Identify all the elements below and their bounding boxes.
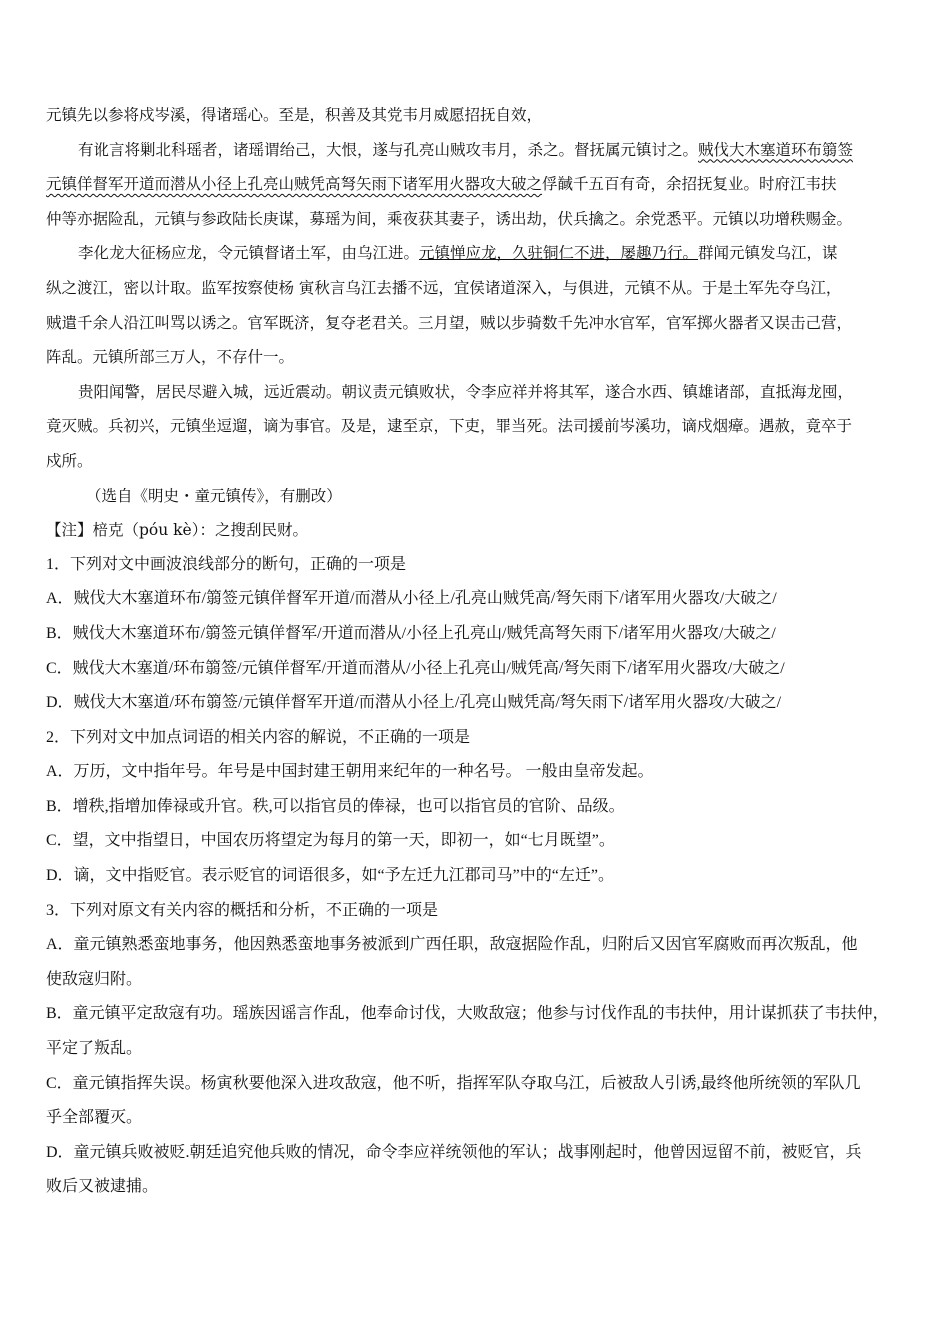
text: 贵阳闻警，居民尽避入城，远近震动。朝议责元镇败状，令李应祥并将其军，遂合水西、镇雄诸部，直抵海龙囤， — [78, 382, 854, 401]
text: 阵乱。元镇所部三万人，不存什一。 — [46, 348, 295, 367]
question-stem: 1．下列对文中画波浪线部分的断句，正确的一项是 — [46, 555, 407, 573]
wavy-underlined-text: 贼伐大木塞道环布篛签 — [698, 140, 854, 159]
text: 群闻元镇发乌江，谋 — [698, 244, 838, 263]
text: 俘馘千五百有奇，余招抚复业。时府江韦扶 — [542, 175, 837, 194]
option-d[interactable]: D．童元镇兵败被贬.朝廷追究他兵败的情况，命令李应祥统领他的军认；战事刚起时，他曾因逗留不前，被贬官，兵 — [46, 1143, 862, 1161]
passage-line — [46, 271, 908, 306]
question-3 — [46, 894, 908, 1205]
passage-line — [46, 167, 908, 202]
underlined-text: 元镇惮应龙，久驻铜仁不进，屡趣乃行。 — [419, 244, 699, 263]
text: 纵之渡江，密以计取。监军按察使杨 寅秋言乌江去播不远，宜侯诸道深入，与俱进，元镇不从。于是土军先夺乌江， — [46, 278, 842, 297]
option-b[interactable]: B．贼伐大木塞道环布/篛签元镇佯督军/开道而潜从/小径上孔亮山/贼凭高弩矢雨下/诸军用火器攻/大破之/ — [46, 624, 776, 642]
question-2 — [46, 721, 908, 894]
option-a[interactable]: A．贼伐大木塞道环布/篛签元镇佯督军开道/而潜从小径上/孔亮山贼凭高/弩矢雨下/诸军用火器攻/大破之/ — [46, 590, 777, 608]
question-stem: 2．下列对文中加点词语的相关内容的解说，不正确的一项是 — [46, 728, 471, 746]
passage-line — [46, 202, 908, 237]
option-c[interactable]: C．贼伐大木塞道/环布篛签/元镇佯督军/开道而潜从/小径上孔亮山/贼凭高/弩矢雨下/诸军用火器攻/大破之/ — [46, 659, 785, 677]
annotation-note: 【注】棓克（póu kè）：之搜刮民财。 — [46, 521, 308, 540]
option-c-continued[interactable]: 乎全部覆灭。 — [46, 1109, 143, 1127]
passage-line — [46, 340, 908, 375]
text: 贼遣千余人沿江叫骂以诱之。官军既济，复夺老君关。三月望，贼以步骑数千先冲水官军，官军掷火器者又误击己营， — [46, 313, 853, 332]
passage-line — [46, 98, 908, 133]
option-d[interactable]: D．贼伐大木塞道/环布篛签/元镇佯督军开道/而潜从小径上/孔亮山贼凭高/弩矢雨下/诸军用火器攻/大破之/ — [46, 694, 782, 712]
text: 戍所。 — [46, 451, 93, 470]
option-a-continued[interactable]: 使敌寇归附。 — [46, 970, 143, 988]
option-a[interactable]: A．童元镇熟悉蛮地事务，他因熟悉蛮地事务被派到广西任职，敌寇据险作乱，归附后又因官军腐败而再次叛乱，他 — [46, 936, 858, 954]
passage-line — [46, 409, 908, 444]
question-1 — [46, 548, 908, 721]
option-c[interactable]: C．童元镇指挥失误。杨寅秋要他深入进攻敌寇，他不听，指挥军队夺取乌江，后被敌人引诱,最终他所统领的军队几 — [46, 1074, 861, 1092]
option-b[interactable]: B．童元镇平定敌寇有功。瑶族因谣言作乱，他奉命讨伐，大败敌寇；他参与讨伐作乱的韦扶仲，用计谋抓获了韦扶仲， — [46, 1005, 889, 1023]
passage-line — [46, 375, 908, 410]
passage-line — [46, 306, 908, 341]
option-c[interactable]: C．望，文中指望日，中国农历将望定为每月的第一天，即初一，如“七月既望”。 — [46, 832, 615, 850]
option-d[interactable]: D．谪，文中指贬官。表示贬官的词语很多，如“予左迁九江郡司马”中的“左迁”。 — [46, 867, 614, 885]
option-d-continued[interactable]: 败后又被逮捕。 — [46, 1178, 159, 1196]
passage-line — [46, 444, 908, 479]
source-citation: （选自《明史・童元镇传》，有删改） — [86, 486, 342, 505]
text: 有讹言将剿北科瑶者，诸瑶谓绐己，大恨，遂与孔亮山贼攻韦月，杀之。督抚属元镇讨之。 — [78, 140, 699, 159]
text: 元镇先以参将戍岑溪，得诸瑶心。至是，积善及其党韦月威愿招抚自效， — [46, 106, 543, 124]
option-b[interactable]: B．增秩,指增加俸禄或升官。秩,可以指官员的俸禄，也可以指官员的官阶、品级。 — [46, 797, 625, 815]
passage-line — [46, 133, 908, 168]
document-page — [46, 98, 908, 1205]
text: 仲等亦据险乱，元镇与参政陆长庚谋，募瑶为间，乘夜获其妻子，诱出劫，伏兵擒之。余党悉平。元镇以功增秩赐金。 — [46, 209, 853, 228]
text: 竟灭贼。兵初兴，元镇坐逗遛，谪为事官。及是，逮至京，下吏，罪当死。法司援前岑溪功，谪戍烟瘴。遇赦，竟卒于 — [46, 417, 853, 436]
option-b-continued[interactable]: 平定了叛乱。 — [46, 1040, 143, 1058]
passage-line — [46, 236, 908, 271]
option-a[interactable]: A．万历，文中指年号。年号是中国封建王朝用来纪年的一种名号。 一般由皇帝发起。 — [46, 763, 654, 781]
question-stem: 3．下列对原文有关内容的概括和分析，不正确的一项是 — [46, 901, 439, 919]
wavy-underlined-text: 元镇佯督军开道而潜从小径上孔亮山贼凭高弩矢雨下诸军用火器攻大破之 — [46, 175, 543, 194]
text: 李化龙大征杨应龙，令元镇督诸土军，由乌江进。 — [78, 244, 420, 263]
